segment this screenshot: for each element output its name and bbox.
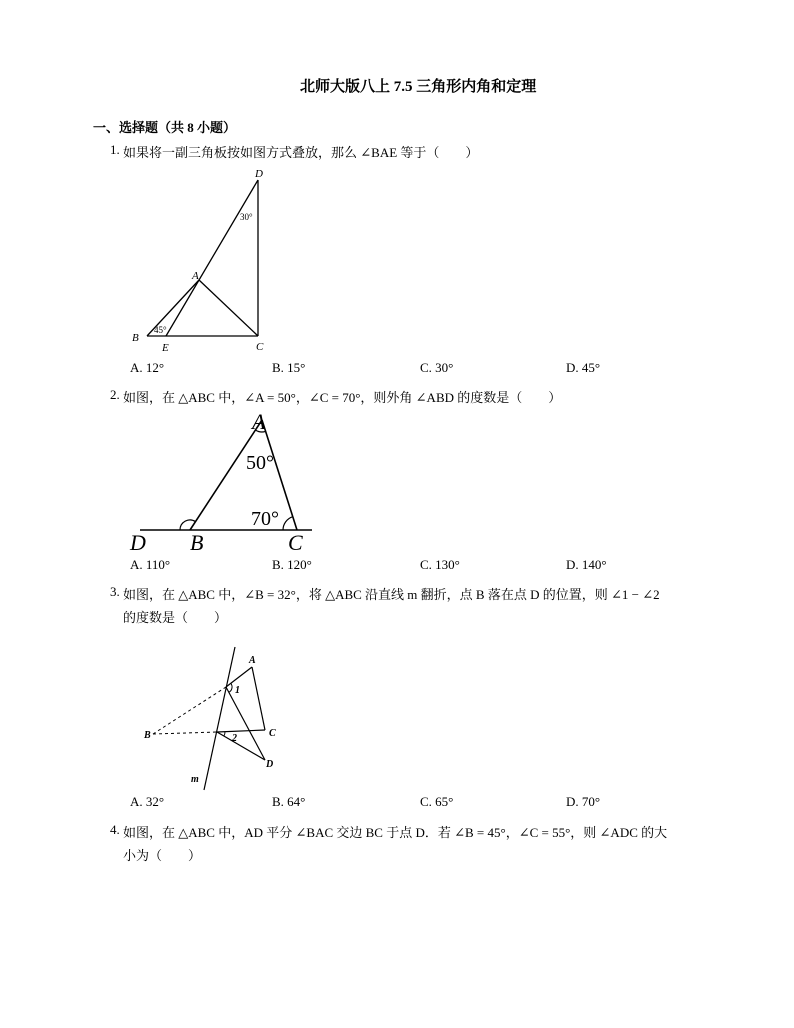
option-a: A. 12° — [130, 360, 165, 375]
label-C: C — [269, 728, 276, 739]
label-B: B — [190, 530, 204, 555]
triangle-fold-figure — [135, 640, 285, 795]
question-text: 如图，在 △ABC 中，∠A = 50°，∠C = 70°，则外角 ∠ABD 的度数是（ ） — [123, 390, 562, 405]
option-a: A. 32° — [130, 794, 165, 809]
label-m: m — [191, 774, 199, 785]
question-text-line-2: 小为（ ） — [123, 848, 202, 863]
triangle-exterior-angle-figure — [125, 400, 325, 555]
line-m — [204, 647, 235, 790]
label-D: D — [266, 759, 274, 770]
option-d: D. 70° — [566, 794, 601, 809]
label-B: B — [144, 730, 151, 741]
question-text-line-1: 如图，在 △ABC 中，AD 平分 ∠BAC 交边 BC 于点 D．若 ∠B = 45°，∠C = 55°，则 ∠ADC 的大 — [123, 825, 668, 840]
option-c: C. 65° — [420, 794, 454, 809]
option-c: C. 30° — [420, 360, 454, 375]
label-angle-1: 1 — [235, 685, 240, 696]
question-number: 3. — [110, 584, 120, 599]
angle-arc-2 — [224, 732, 225, 736]
label-angle-D: 30° — [240, 212, 253, 222]
label-angle-E: 45° — [154, 325, 167, 335]
dashed-segment-BP — [153, 687, 226, 734]
option-b: B. 64° — [272, 794, 306, 809]
dashed-segment-BQ — [153, 732, 217, 734]
label-angle-A: 50° — [246, 452, 274, 474]
label-D: D — [255, 168, 263, 180]
angle-arc-C — [283, 517, 293, 530]
question-text: 如果将一副三角板按如图方式叠放，那么 ∠BAE 等于（ ） — [123, 145, 479, 160]
label-E: E — [162, 342, 169, 354]
segment-QC — [217, 730, 265, 732]
question-number: 4. — [110, 822, 120, 837]
label-C: C — [288, 530, 303, 555]
question-text-line-2: 的度数是（ ） — [123, 610, 228, 625]
page-title: 北师大版八上 7.5 三角形内角和定理 — [300, 79, 537, 95]
option-c: C. 130° — [420, 557, 460, 572]
option-b: B. 120° — [272, 557, 312, 572]
label-A: A — [192, 270, 199, 282]
question-text-line-1: 如图，在 △ABC 中，∠B = 32°，将 △ABC 沿直线 m 翻折，点 B 落在点 D 的位置，则 ∠1 − ∠2 — [123, 587, 660, 602]
label-angle-2: 2 — [232, 733, 237, 744]
label-angle-C: 70° — [251, 508, 279, 530]
option-d: D. 45° — [566, 360, 601, 375]
label-B: B — [132, 332, 139, 344]
option-b: B. 15° — [272, 360, 306, 375]
segment-AC — [199, 280, 258, 336]
label-C: C — [256, 341, 264, 353]
label-A: A — [252, 409, 266, 434]
option-a: A. 110° — [130, 557, 171, 572]
question-number: 1. — [110, 142, 120, 157]
section-heading: 一、选择题（共 8 小题） — [93, 120, 237, 135]
label-A: A — [249, 655, 256, 666]
label-D: D — [130, 530, 146, 555]
question-number: 2. — [110, 387, 120, 402]
segment-DE — [166, 180, 258, 336]
option-d: D. 140° — [566, 557, 607, 572]
triangle-ruler-figure — [120, 160, 280, 360]
segment-AC — [252, 667, 265, 730]
